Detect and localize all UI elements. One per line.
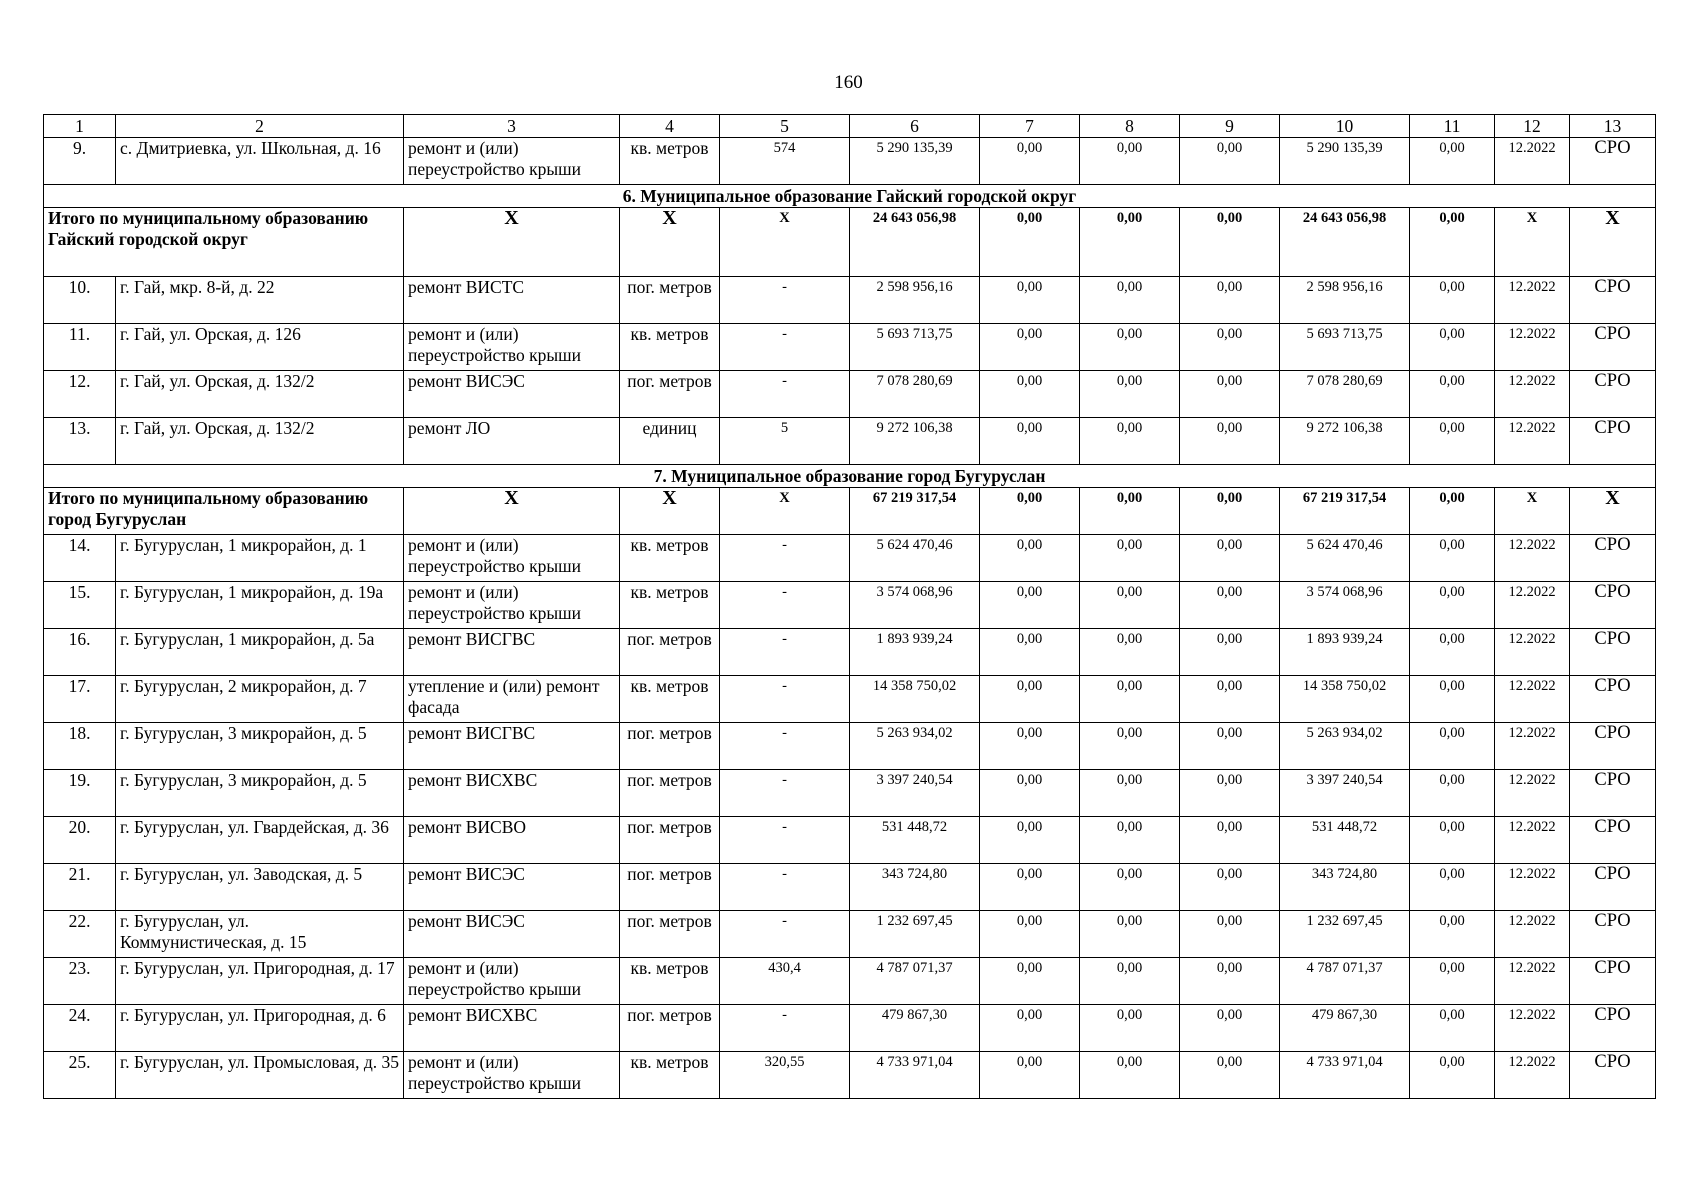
owners-funds: 1 893 939,24: [1280, 629, 1410, 676]
table-row: [44, 277, 1656, 324]
total-owners-funds: 24 643 056,98: [1280, 208, 1410, 277]
owner-cost: 0,00: [1180, 864, 1280, 911]
work-type: ремонт ВИСХВС: [404, 770, 620, 817]
owner-cost: 0,00: [1180, 770, 1280, 817]
owners-funds: 5 290 135,39: [1280, 138, 1410, 185]
budget-cost: 0,00: [1080, 911, 1180, 958]
work-type: ремонт ВИСХВС: [404, 1005, 620, 1052]
work-type: ремонт и (или) переустройство крыши: [404, 138, 620, 185]
total-label: Итого по муниципальному образованию Гайский городской округ: [44, 208, 404, 277]
total-cost: 24 643 056,98: [850, 208, 980, 277]
completion-date: 12.2022: [1495, 864, 1570, 911]
other-cost: 0,00: [1410, 817, 1495, 864]
other-cost: 0,00: [1410, 911, 1495, 958]
owner-cost: 0,00: [1180, 324, 1280, 371]
completion-date: 12.2022: [1495, 418, 1570, 465]
column-number-row: [44, 115, 1656, 138]
unit: пог. метров: [620, 911, 720, 958]
fund-cost: 0,00: [980, 582, 1080, 629]
operator: СРО: [1570, 138, 1656, 185]
unit: кв. метров: [620, 138, 720, 185]
volume: -: [720, 1005, 850, 1052]
operator: СРО: [1570, 817, 1656, 864]
budget-cost: 0,00: [1080, 958, 1180, 1005]
column-number: 3: [404, 115, 620, 138]
row-number: 10.: [44, 277, 116, 324]
table-row: [44, 418, 1656, 465]
completion-date: 12.2022: [1495, 676, 1570, 723]
completion-date: 12.2022: [1495, 911, 1570, 958]
budget-cost: 0,00: [1080, 371, 1180, 418]
total-unit: Х: [404, 208, 620, 277]
volume: -: [720, 770, 850, 817]
unit: единиц: [620, 418, 720, 465]
row-number: 12.: [44, 371, 116, 418]
total-cost: 343 724,80: [850, 864, 980, 911]
other-cost: 0,00: [1410, 676, 1495, 723]
column-number: 11: [1410, 115, 1495, 138]
owner-cost: 0,00: [1180, 371, 1280, 418]
operator: СРО: [1570, 418, 1656, 465]
total-operator: Х: [1570, 208, 1656, 277]
completion-date: 12.2022: [1495, 723, 1570, 770]
table-row: [44, 723, 1656, 770]
unit: пог. метров: [620, 864, 720, 911]
total-cost: 479 867,30: [850, 1005, 980, 1052]
table-row: [44, 582, 1656, 629]
table-row: [44, 770, 1656, 817]
table-row: [44, 535, 1656, 582]
completion-date: 12.2022: [1495, 1052, 1570, 1099]
operator: СРО: [1570, 1005, 1656, 1052]
total-cost: 5 624 470,46: [850, 535, 980, 582]
owners-funds: 5 693 713,75: [1280, 324, 1410, 371]
other-cost: 0,00: [1410, 535, 1495, 582]
total-budget-cost: 0,00: [1080, 488, 1180, 535]
other-cost: 0,00: [1410, 1052, 1495, 1099]
table-row: [44, 371, 1656, 418]
owners-funds: 7 078 280,69: [1280, 371, 1410, 418]
total-date: Х: [1495, 488, 1570, 535]
total-date: Х: [1495, 208, 1570, 277]
completion-date: 12.2022: [1495, 1005, 1570, 1052]
volume: -: [720, 535, 850, 582]
total-cost: 9 272 106,38: [850, 418, 980, 465]
work-type: ремонт ВИСГВС: [404, 629, 620, 676]
total-fund-cost: 0,00: [980, 208, 1080, 277]
table-row: [44, 911, 1656, 958]
volume: -: [720, 911, 850, 958]
operator: СРО: [1570, 1052, 1656, 1099]
column-number: 7: [980, 115, 1080, 138]
table-row: [44, 138, 1656, 185]
owners-funds: 14 358 750,02: [1280, 676, 1410, 723]
owner-cost: 0,00: [1180, 582, 1280, 629]
total-cost: 4 787 071,37: [850, 958, 980, 1005]
total-cost: 4 733 971,04: [850, 1052, 980, 1099]
column-number: 4: [620, 115, 720, 138]
unit: кв. метров: [620, 676, 720, 723]
work-type: ремонт ЛО: [404, 418, 620, 465]
completion-date: 12.2022: [1495, 770, 1570, 817]
total-unit: Х: [404, 488, 620, 535]
row-number: 23.: [44, 958, 116, 1005]
owners-funds: 2 598 956,16: [1280, 277, 1410, 324]
budget-cost: 0,00: [1080, 324, 1180, 371]
budget-cost: 0,00: [1080, 723, 1180, 770]
column-number: 2: [116, 115, 404, 138]
fund-cost: 0,00: [980, 1052, 1080, 1099]
other-cost: 0,00: [1410, 770, 1495, 817]
completion-date: 12.2022: [1495, 138, 1570, 185]
owners-funds: 4 787 071,37: [1280, 958, 1410, 1005]
completion-date: 12.2022: [1495, 371, 1570, 418]
owner-cost: 0,00: [1180, 911, 1280, 958]
volume: 320,55: [720, 1052, 850, 1099]
table-row: [44, 958, 1656, 1005]
column-number: 8: [1080, 115, 1180, 138]
row-number: 11.: [44, 324, 116, 371]
total-label: Итого по муниципальному образованию город Бугуруслан: [44, 488, 404, 535]
owner-cost: 0,00: [1180, 1005, 1280, 1052]
unit: пог. метров: [620, 770, 720, 817]
operator: СРО: [1570, 535, 1656, 582]
other-cost: 0,00: [1410, 324, 1495, 371]
fund-cost: 0,00: [980, 676, 1080, 723]
total-volume: Х: [620, 488, 720, 535]
budget-cost: 0,00: [1080, 1052, 1180, 1099]
unit: кв. метров: [620, 958, 720, 1005]
total-volume: Х: [620, 208, 720, 277]
row-number: 21.: [44, 864, 116, 911]
budget-cost: 0,00: [1080, 817, 1180, 864]
address: г. Бугуруслан, ул. Коммунистическая, д. 15: [116, 911, 404, 958]
address: г. Гай, мкр. 8-й, д. 22: [116, 277, 404, 324]
completion-date: 12.2022: [1495, 958, 1570, 1005]
budget-cost: 0,00: [1080, 418, 1180, 465]
row-number: 15.: [44, 582, 116, 629]
other-cost: 0,00: [1410, 138, 1495, 185]
column-number: 5: [720, 115, 850, 138]
fund-cost: 0,00: [980, 629, 1080, 676]
other-cost: 0,00: [1410, 418, 1495, 465]
work-type: ремонт и (или) переустройство крыши: [404, 535, 620, 582]
section-header: [44, 185, 1656, 208]
unit: кв. метров: [620, 535, 720, 582]
address: г. Гай, ул. Орская, д. 132/2: [116, 418, 404, 465]
volume: -: [720, 324, 850, 371]
total-owner-cost: 0,00: [1180, 208, 1280, 277]
row-number: 16.: [44, 629, 116, 676]
work-type: ремонт и (или) переустройство крыши: [404, 582, 620, 629]
work-type: утепление и (или) ремонт фасада: [404, 676, 620, 723]
other-cost: 0,00: [1410, 371, 1495, 418]
fund-cost: 0,00: [980, 371, 1080, 418]
budget-cost: 0,00: [1080, 582, 1180, 629]
row-number: 14.: [44, 535, 116, 582]
total-owners-funds: 67 219 317,54: [1280, 488, 1410, 535]
row-number: 20.: [44, 817, 116, 864]
owner-cost: 0,00: [1180, 418, 1280, 465]
owner-cost: 0,00: [1180, 958, 1280, 1005]
other-cost: 0,00: [1410, 582, 1495, 629]
unit: пог. метров: [620, 371, 720, 418]
operator: СРО: [1570, 958, 1656, 1005]
volume: -: [720, 817, 850, 864]
work-type: ремонт ВИСЭС: [404, 371, 620, 418]
fund-cost: 0,00: [980, 1005, 1080, 1052]
address: г. Бугуруслан, ул. Гвардейская, д. 36: [116, 817, 404, 864]
work-type: ремонт и (или) переустройство крыши: [404, 324, 620, 371]
total-row: [44, 488, 1656, 535]
section-title: 6. Муниципальное образование Гайский городской округ: [44, 185, 1656, 208]
address: г. Бугуруслан, 1 микрорайон, д. 1: [116, 535, 404, 582]
completion-date: 12.2022: [1495, 582, 1570, 629]
budget-cost: 0,00: [1080, 535, 1180, 582]
volume: -: [720, 629, 850, 676]
unit: кв. метров: [620, 324, 720, 371]
completion-date: 12.2022: [1495, 535, 1570, 582]
budget-cost: 0,00: [1080, 629, 1180, 676]
table-row: [44, 1005, 1656, 1052]
completion-date: 12.2022: [1495, 817, 1570, 864]
operator: СРО: [1570, 629, 1656, 676]
owners-funds: 531 448,72: [1280, 817, 1410, 864]
owners-funds: 4 733 971,04: [1280, 1052, 1410, 1099]
volume: -: [720, 582, 850, 629]
budget-cost: 0,00: [1080, 138, 1180, 185]
section-title: 7. Муниципальное образование город Бугуруслан: [44, 465, 1656, 488]
section-header: [44, 465, 1656, 488]
owners-funds: 3 574 068,96: [1280, 582, 1410, 629]
work-type: ремонт ВИСВО: [404, 817, 620, 864]
owner-cost: 0,00: [1180, 277, 1280, 324]
row-number: 18.: [44, 723, 116, 770]
other-cost: 0,00: [1410, 277, 1495, 324]
unit: пог. метров: [620, 277, 720, 324]
total-x: Х: [720, 488, 850, 535]
fund-cost: 0,00: [980, 770, 1080, 817]
owners-funds: 479 867,30: [1280, 1005, 1410, 1052]
total-cost: 7 078 280,69: [850, 371, 980, 418]
total-cost: 5 693 713,75: [850, 324, 980, 371]
row-number: 9.: [44, 138, 116, 185]
total-cost: 2 598 956,16: [850, 277, 980, 324]
budget-cost: 0,00: [1080, 1005, 1180, 1052]
total-fund-cost: 0,00: [980, 488, 1080, 535]
completion-date: 12.2022: [1495, 277, 1570, 324]
table-row: [44, 864, 1656, 911]
table-row: [44, 1052, 1656, 1099]
capital-repair-table: [43, 114, 1656, 1099]
work-type: ремонт и (или) переустройство крыши: [404, 958, 620, 1005]
unit: кв. метров: [620, 582, 720, 629]
column-number: 10: [1280, 115, 1410, 138]
total-cost: 1 893 939,24: [850, 629, 980, 676]
total-other-cost: 0,00: [1410, 208, 1495, 277]
address: г. Бугуруслан, ул. Пригородная, д. 17: [116, 958, 404, 1005]
work-type: ремонт ВИСЭС: [404, 864, 620, 911]
volume: 430,4: [720, 958, 850, 1005]
address: г. Гай, ул. Орская, д. 132/2: [116, 371, 404, 418]
volume: 574: [720, 138, 850, 185]
unit: пог. метров: [620, 817, 720, 864]
fund-cost: 0,00: [980, 324, 1080, 371]
address: г. Гай, ул. Орская, д. 126: [116, 324, 404, 371]
owner-cost: 0,00: [1180, 676, 1280, 723]
owners-funds: 9 272 106,38: [1280, 418, 1410, 465]
total-cost: 5 263 934,02: [850, 723, 980, 770]
operator: СРО: [1570, 277, 1656, 324]
column-number: 12: [1495, 115, 1570, 138]
column-number: 9: [1180, 115, 1280, 138]
volume: 5: [720, 418, 850, 465]
operator: СРО: [1570, 864, 1656, 911]
owners-funds: 1 232 697,45: [1280, 911, 1410, 958]
fund-cost: 0,00: [980, 911, 1080, 958]
owner-cost: 0,00: [1180, 817, 1280, 864]
budget-cost: 0,00: [1080, 277, 1180, 324]
owners-funds: 3 397 240,54: [1280, 770, 1410, 817]
work-type: ремонт ВИСГВС: [404, 723, 620, 770]
address: г. Бугуруслан, ул. Пригородная, д. 6: [116, 1005, 404, 1052]
owners-funds: 343 724,80: [1280, 864, 1410, 911]
completion-date: 12.2022: [1495, 629, 1570, 676]
total-cost: 5 290 135,39: [850, 138, 980, 185]
fund-cost: 0,00: [980, 817, 1080, 864]
volume: -: [720, 676, 850, 723]
operator: СРО: [1570, 723, 1656, 770]
other-cost: 0,00: [1410, 1005, 1495, 1052]
column-number: 13: [1570, 115, 1656, 138]
volume: -: [720, 277, 850, 324]
total-cost: 3 397 240,54: [850, 770, 980, 817]
total-other-cost: 0,00: [1410, 488, 1495, 535]
total-cost: 531 448,72: [850, 817, 980, 864]
unit: пог. метров: [620, 723, 720, 770]
total-cost: 1 232 697,45: [850, 911, 980, 958]
total-operator: Х: [1570, 488, 1656, 535]
operator: СРО: [1570, 371, 1656, 418]
owner-cost: 0,00: [1180, 535, 1280, 582]
fund-cost: 0,00: [980, 138, 1080, 185]
budget-cost: 0,00: [1080, 676, 1180, 723]
work-type: ремонт ВИСЭС: [404, 911, 620, 958]
total-owner-cost: 0,00: [1180, 488, 1280, 535]
owners-funds: 5 624 470,46: [1280, 535, 1410, 582]
row-number: 24.: [44, 1005, 116, 1052]
total-cost: 67 219 317,54: [850, 488, 980, 535]
table-row: [44, 629, 1656, 676]
column-number: 1: [44, 115, 116, 138]
page-number: 160: [834, 72, 863, 93]
volume: -: [720, 723, 850, 770]
operator: СРО: [1570, 676, 1656, 723]
address: г. Бугуруслан, 1 микрорайон, д. 19а: [116, 582, 404, 629]
owner-cost: 0,00: [1180, 723, 1280, 770]
address: г. Бугуруслан, 3 микрорайон, д. 5: [116, 723, 404, 770]
total-budget-cost: 0,00: [1080, 208, 1180, 277]
fund-cost: 0,00: [980, 864, 1080, 911]
operator: СРО: [1570, 770, 1656, 817]
row-number: 17.: [44, 676, 116, 723]
total-row: [44, 208, 1656, 277]
completion-date: 12.2022: [1495, 324, 1570, 371]
owner-cost: 0,00: [1180, 138, 1280, 185]
total-cost: 14 358 750,02: [850, 676, 980, 723]
operator: СРО: [1570, 582, 1656, 629]
volume: -: [720, 864, 850, 911]
other-cost: 0,00: [1410, 629, 1495, 676]
operator: СРО: [1570, 324, 1656, 371]
work-type: ремонт и (или) переустройство крыши: [404, 1052, 620, 1099]
column-number: 6: [850, 115, 980, 138]
fund-cost: 0,00: [980, 418, 1080, 465]
row-number: 13.: [44, 418, 116, 465]
table-row: [44, 324, 1656, 371]
unit: пог. метров: [620, 1005, 720, 1052]
unit: кв. метров: [620, 1052, 720, 1099]
address: г. Бугуруслан, ул. Заводская, д. 5: [116, 864, 404, 911]
other-cost: 0,00: [1410, 723, 1495, 770]
total-cost: 3 574 068,96: [850, 582, 980, 629]
other-cost: 0,00: [1410, 958, 1495, 1005]
row-number: 25.: [44, 1052, 116, 1099]
table-row: [44, 817, 1656, 864]
row-number: 19.: [44, 770, 116, 817]
fund-cost: 0,00: [980, 535, 1080, 582]
address: г. Бугуруслан, ул. Промысловая, д. 35: [116, 1052, 404, 1099]
address: г. Бугуруслан, 1 микрорайон, д. 5а: [116, 629, 404, 676]
budget-cost: 0,00: [1080, 770, 1180, 817]
address: г. Бугуруслан, 3 микрорайон, д. 5: [116, 770, 404, 817]
fund-cost: 0,00: [980, 277, 1080, 324]
owner-cost: 0,00: [1180, 629, 1280, 676]
address: с. Дмитриевка, ул. Школьная, д. 16: [116, 138, 404, 185]
volume: -: [720, 371, 850, 418]
owners-funds: 5 263 934,02: [1280, 723, 1410, 770]
table-row: [44, 676, 1656, 723]
unit: пог. метров: [620, 629, 720, 676]
fund-cost: 0,00: [980, 958, 1080, 1005]
owner-cost: 0,00: [1180, 1052, 1280, 1099]
row-number: 22.: [44, 911, 116, 958]
other-cost: 0,00: [1410, 864, 1495, 911]
fund-cost: 0,00: [980, 723, 1080, 770]
work-type: ремонт ВИСТС: [404, 277, 620, 324]
address: г. Бугуруслан, 2 микрорайон, д. 7: [116, 676, 404, 723]
total-x: Х: [720, 208, 850, 277]
budget-cost: 0,00: [1080, 864, 1180, 911]
operator: СРО: [1570, 911, 1656, 958]
